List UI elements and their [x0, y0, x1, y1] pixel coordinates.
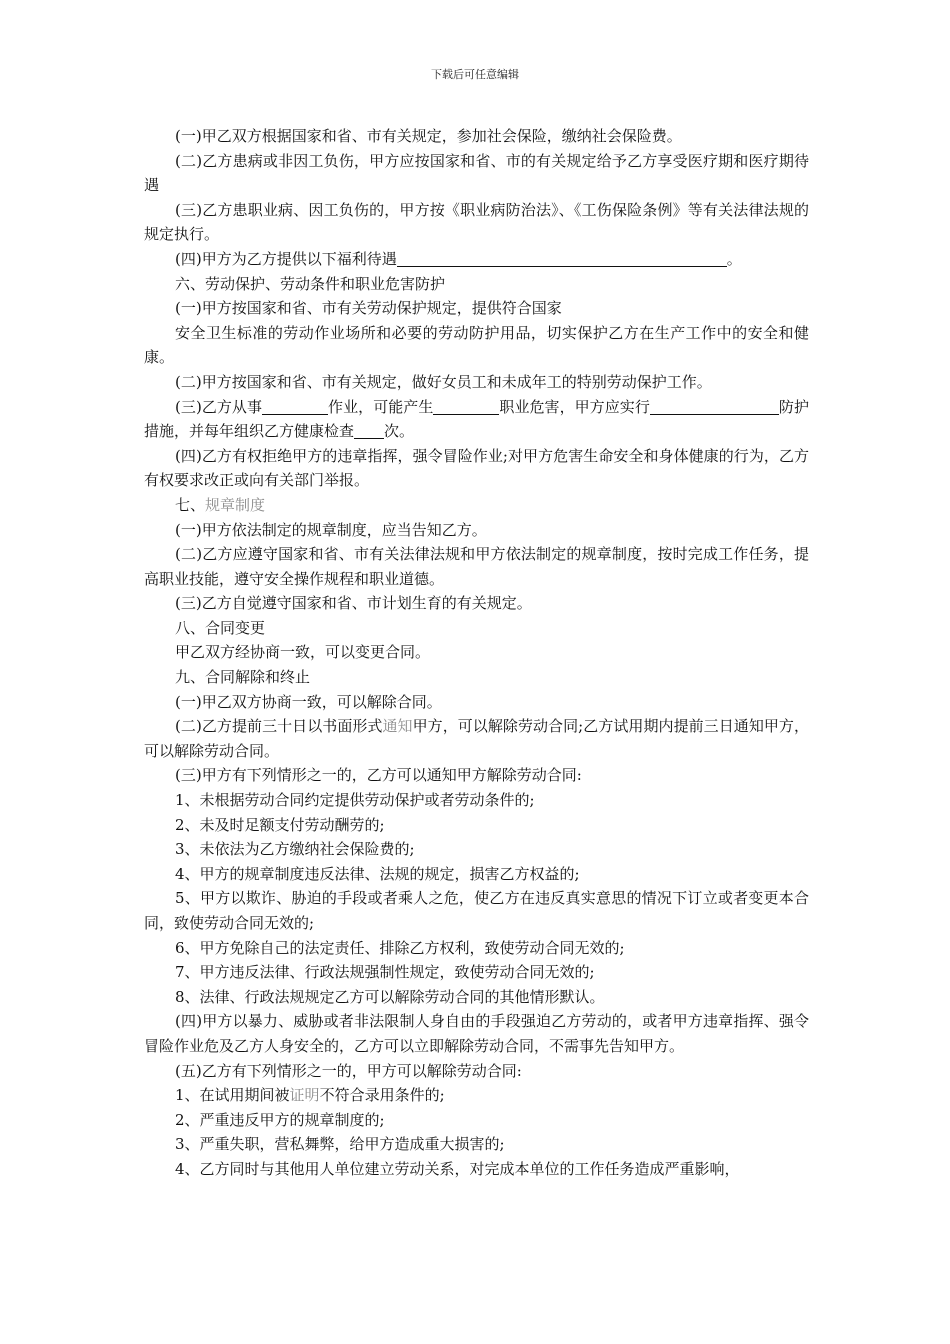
paragraph-p28 [144, 985, 809, 1010]
paragraph-text: 不符合录用条件的; [319, 1086, 445, 1105]
paragraph-text: 3、未依法为乙方缴纳社会保险费的; [175, 840, 415, 859]
paragraph-p13 [144, 542, 809, 591]
paragraph-p10 [144, 444, 809, 493]
paragraph-text: 4、甲方的规章制度违反法律、法规的规定，损害乙方权益的; [175, 864, 580, 883]
paragraph-text: (二)乙方患病或非因工负伤，甲方应按国家和省、市的有关规定给予乙方享受医疗期和医疗期待遇 [144, 151, 809, 195]
paragraph-text: (五)乙方有下列情形之一的，甲方可以解除劳动合同: [175, 1061, 522, 1080]
paragraph-text: 。 [726, 249, 742, 268]
paragraph-p6 [144, 296, 809, 321]
paragraph-text: 作业，可能产生 [328, 397, 434, 416]
paragraph-text: 九、合同解除和终止 [175, 668, 311, 687]
paragraph-p31 [144, 1083, 809, 1108]
link-text[interactable]: 规章制度 [205, 495, 266, 514]
paragraph-text: 甲乙双方经协商一致，可以变更合同。 [175, 643, 431, 662]
paragraph-text: 防护措施，并每年组织乙方健康检查 [144, 397, 809, 441]
paragraph-text: 7、甲方违反法律、行政法规强制性规定，致使劳动合同无效的; [175, 963, 595, 982]
paragraph-p12 [144, 518, 809, 543]
link-text[interactable]: 证明 [289, 1086, 320, 1105]
page-header: 下载后可任意编辑 [431, 68, 519, 81]
blank-field [397, 250, 727, 267]
paragraph-text: (三)乙方患职业病、因工负伤的，甲方按《职业病防治法》、《工伤保险条例》等有关法律法规的规定执行。 [144, 200, 809, 244]
paragraph-text: (三)乙方自觉遵守国家和省、市计划生育的有关规定。 [175, 594, 532, 613]
paragraph-p25 [144, 886, 809, 935]
paragraph-p27 [144, 960, 809, 985]
paragraph-p15 [144, 616, 809, 641]
paragraph-p19 [144, 714, 809, 763]
blank-field [262, 398, 328, 415]
paragraph-text: (一)甲乙双方根据国家和省、市有关规定，参加社会保险，缴纳社会保险费。 [175, 127, 682, 145]
paragraph-text: 2、严重违反甲方的规章制度的; [175, 1110, 385, 1129]
paragraph-text: (四)甲方为乙方提供以下福利待遇 [175, 249, 397, 268]
paragraph-text: (二)乙方提前三十日以书面形式 [175, 717, 383, 736]
paragraph-p33 [144, 1132, 809, 1157]
paragraph-text: (三)乙方从事 [175, 397, 263, 416]
paragraph-p16 [144, 640, 809, 665]
paragraph-p22 [144, 813, 809, 838]
paragraph-p1 [144, 124, 809, 149]
paragraph-p17 [144, 665, 809, 690]
paragraph-p23 [144, 837, 809, 862]
paragraph-text: 六、劳动保护、劳动条件和职业危害防护 [175, 274, 446, 293]
paragraph-text: (三)甲方有下列情形之一的，乙方可以通知甲方解除劳动合同: [175, 766, 582, 785]
blank-field [433, 398, 499, 415]
paragraph-text: 2、未及时足额支付劳动酬劳的; [175, 815, 385, 834]
paragraph-text: 6、甲方免除自己的法定责任、排除乙方权利，致使劳动合同无效的; [175, 938, 625, 957]
paragraph-p5 [144, 272, 809, 297]
paragraph-text: 3、严重失职，营私舞弊，给甲方造成重大损害的; [175, 1135, 505, 1154]
paragraph-p20 [144, 763, 809, 788]
paragraph-text: 职业危害，甲方应实行 [499, 397, 650, 416]
paragraph-text: 七、 [175, 495, 206, 514]
paragraph-p14 [144, 591, 809, 616]
paragraph-p32 [144, 1108, 809, 1133]
paragraph-p29 [144, 1009, 809, 1058]
paragraph-p24 [144, 862, 809, 887]
blank-field [650, 398, 764, 415]
paragraph-p21 [144, 788, 809, 813]
paragraph-p7 [144, 321, 809, 370]
paragraph-text: 甲方，可以解除劳动合同;乙方试用期内提前三日通知甲方，可以解除劳动合同。 [144, 717, 809, 760]
paragraph-text: (二)乙方应遵守国家和省、市有关法律法规和甲方依法制定的规章制度，按时完成工作任务，提高职业技能，遵守安全操作规程和职业道德。 [144, 545, 809, 588]
paragraph-p11 [144, 493, 809, 518]
paragraph-text: (四)乙方有权拒绝甲方的违章指挥，强令冒险作业;对甲方危害生命安全和身体健康的行为，乙方有权要求改正或向有关部门举报。 [144, 446, 809, 490]
paragraph-p9 [144, 395, 809, 444]
paragraph-text: 1、未根据劳动合同约定提供劳动保护或者劳动条件的; [175, 791, 535, 810]
paragraph-text: 4、乙方同时与其他用人单位建立劳动关系，对完成本单位的工作任务造成严重影响， [175, 1159, 740, 1178]
paragraph-text: 八、合同变更 [175, 618, 266, 637]
paragraph-text: 次。 [384, 422, 415, 441]
paragraph-text: (一)甲方按国家和省、市有关劳动保护规定，提供符合国家 [175, 299, 562, 318]
blank-field [354, 422, 384, 439]
paragraph-p30 [144, 1059, 809, 1084]
paragraph-p26 [144, 936, 809, 961]
paragraph-text: (一)甲方依法制定的规章制度，应当告知乙方。 [175, 520, 487, 539]
paragraph-text: 5、甲方以欺诈、胁迫的手段或者乘人之危，使乙方在违反真实意思的情况下订立或者变更本合同，致使劳动合同无效的; [144, 889, 809, 932]
paragraph-p2 [144, 149, 809, 198]
link-text[interactable]: 通知 [382, 717, 413, 736]
paragraph-text: (四)甲方以暴力、威胁或者非法限制人身自由的手段强迫乙方劳动的，或者甲方违章指挥、强令冒险作业危及乙方人身安全的，乙方可以立即解除劳动合同，不需事先告知甲方。 [144, 1012, 809, 1055]
paragraph-p4 [144, 247, 809, 272]
paragraph-text: (二)甲方按国家和省、市有关规定，做好女员工和未成年工的特别劳动保护工作。 [175, 372, 712, 391]
paragraph-p8 [144, 370, 809, 395]
paragraph-text: (一)甲乙双方协商一致，可以解除合同。 [175, 692, 442, 711]
paragraph-p18 [144, 690, 809, 715]
paragraph-p34 [144, 1157, 809, 1182]
paragraph-text: 8、法律、行政法规规定乙方可以解除劳动合同的其他情形默认。 [175, 987, 605, 1006]
blank-field [764, 398, 779, 415]
document-body [144, 124, 809, 1182]
paragraph-p3 [144, 198, 809, 247]
paragraph-text: 安全卫生标准的劳动作业场所和必要的劳动防护用品，切实保护乙方在生产工作中的安全和健康。 [144, 323, 809, 367]
paragraph-text: 1、在试用期间被 [175, 1086, 290, 1105]
